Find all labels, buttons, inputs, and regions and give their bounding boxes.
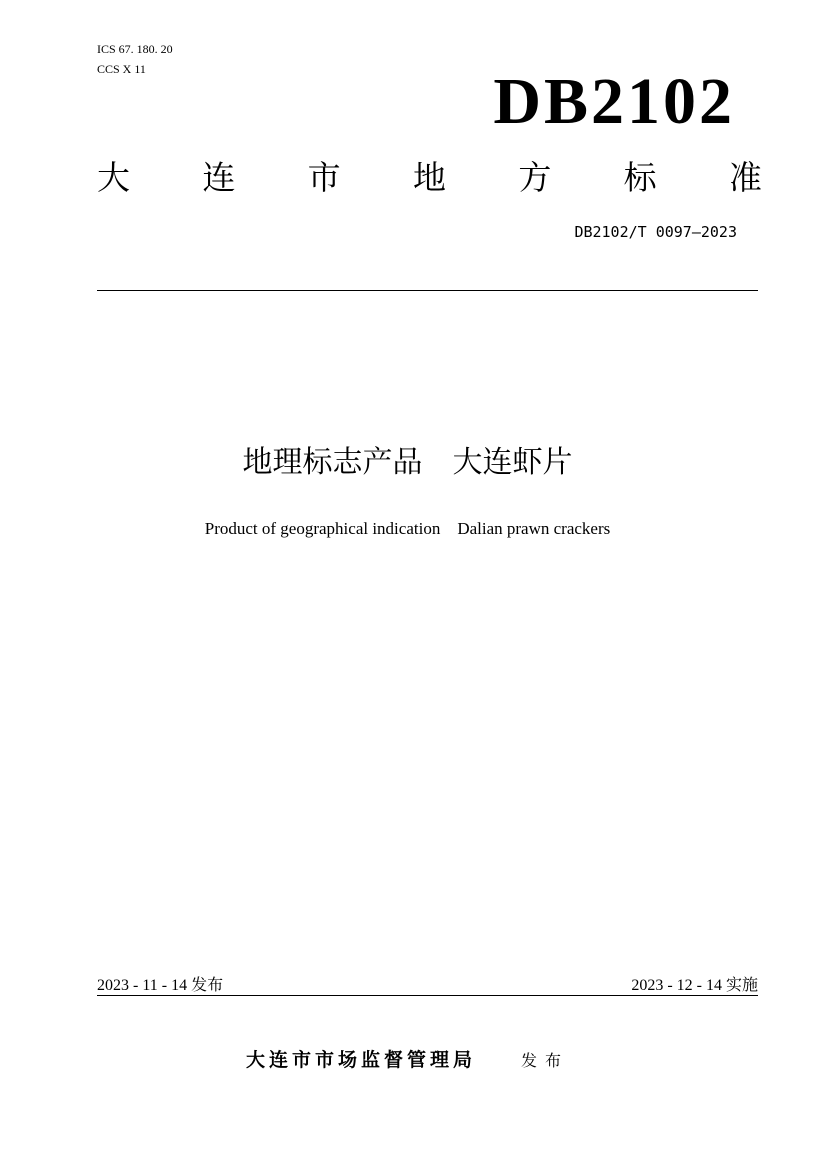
issue-date-suffix: 发布 xyxy=(191,975,224,994)
document-title-en: Product of geographical indication Dalian prawn crackers xyxy=(204,519,611,538)
category-char: 标 xyxy=(623,158,657,197)
bottom-divider xyxy=(97,995,758,996)
standard-number: DB2102/T 0097—2023 xyxy=(574,223,737,241)
category-char: 大 xyxy=(97,158,130,197)
category-char: 连 xyxy=(202,158,236,197)
ccs-code: CCS X 11 xyxy=(97,62,146,76)
issue-label: 发布 xyxy=(521,1051,570,1070)
category-char: 准 xyxy=(728,158,762,197)
implement-date-value: 2023 - 12 - 14 xyxy=(631,977,722,994)
date-row xyxy=(97,974,758,996)
standard-category xyxy=(97,156,762,200)
top-divider xyxy=(97,290,758,291)
issuer-row xyxy=(0,1046,815,1075)
implement-date xyxy=(631,974,758,997)
document-title-cn: 地理标志产品 大连虾片 xyxy=(242,445,573,480)
standard-code-logo: DB2102 xyxy=(493,65,735,138)
issuing-authority: 大连市市场监督管理局 xyxy=(245,1049,476,1071)
ics-code: ICS 67. 180. 20 xyxy=(97,42,173,56)
implement-date-suffix: 实施 xyxy=(725,975,758,994)
category-char: 方 xyxy=(518,158,552,197)
category-char: 地 xyxy=(412,158,446,197)
category-char: 市 xyxy=(307,158,341,197)
issue-date-value: 2023 - 11 - 14 xyxy=(97,977,188,994)
issue-date xyxy=(97,974,223,997)
